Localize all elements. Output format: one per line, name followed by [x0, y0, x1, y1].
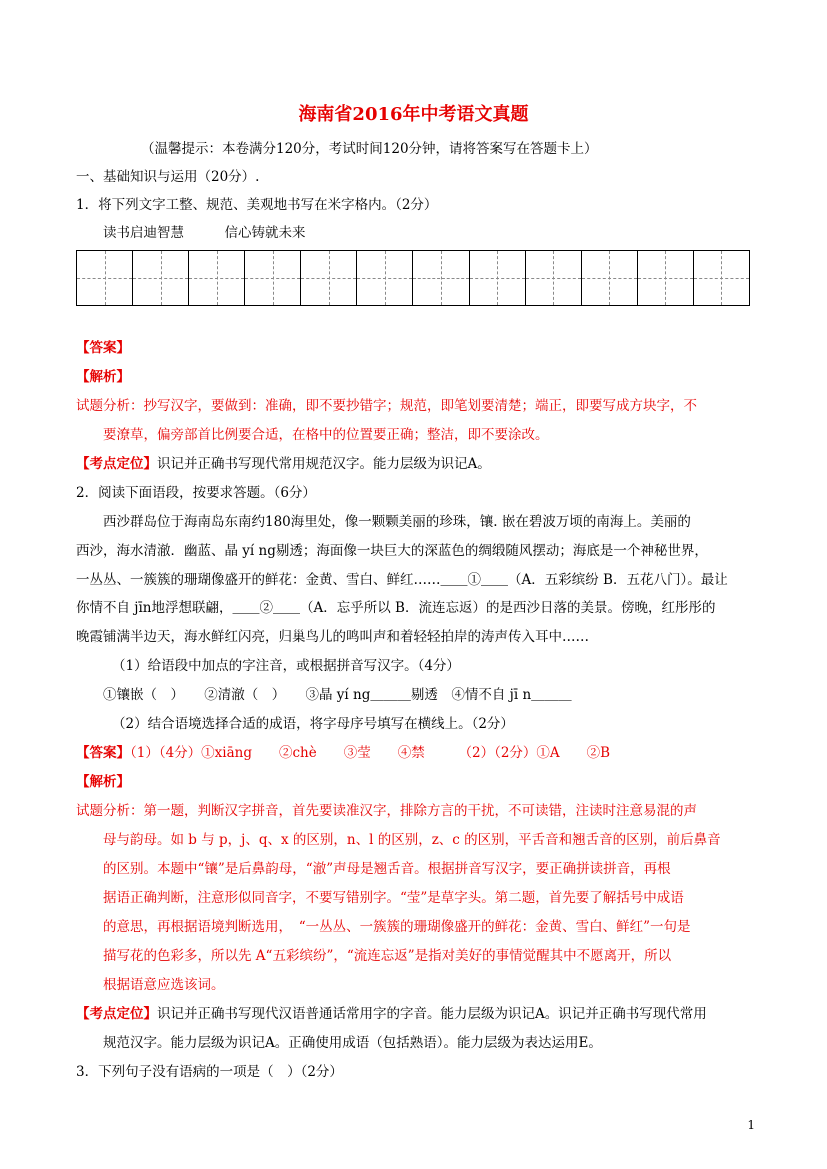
grid-cell[interactable] [245, 251, 301, 305]
writing-grid[interactable] [76, 250, 750, 306]
q1-analysis-line: 试题分析：抄写汉字，要做到：准确，即不要抄错字；规范，即笔划要清楚；端正，即要写成方块字，不 [76, 398, 697, 414]
passage-line: 一丛丛、一簇簇的珊瑚像盛开的鲜花：金黄、雪白、鲜红……＿＿①＿＿（A．五彩缤纷 B．五花八门）。最让 [76, 572, 728, 588]
q1-analysis-line: 要潦草，偏旁部首比例要合适，在格中的位置要正确；整洁，即不要涂改。 [103, 427, 549, 443]
q1-analysis-label: 【解析】 [76, 369, 130, 385]
q2-analysis-line: 据语正确判断，注意形似同音字，不要写错别字。“莹”是草字头。第二题，首先要了解括号中成语 [103, 890, 684, 906]
kaodian-text: 识记并正确书写现代常用规范汉字。能力层级为识记A。 [157, 456, 491, 472]
kaodian-label: 【考点定位】 [76, 1006, 157, 1022]
passage-line: 晚霞铺满半边天，海水鲜红闪亮，归巢鸟儿的鸣叫声和着轻轻拍岸的涛声传入耳中…… [76, 629, 589, 645]
grid-cell[interactable] [470, 251, 526, 305]
q2-kaodian [76, 1002, 707, 1022]
q1-stem: 1．将下列文字工整、规范、美观地书写在米字格内。（2分） [76, 197, 438, 213]
q2-analysis-line: 母与韵母。如 b 与 p，j、q、x 的区别，n、l 的区别，z、c 的区别，平舌音和翘舌音的区别，前后鼻音 [103, 832, 721, 848]
grid-cell[interactable] [694, 251, 749, 305]
passage-line: 西沙，海水清澈．幽蓝、晶 yí ng剔透；海面像一块巨大的深蓝色的绸缎随风摆动；海底是一个神秘世界， [76, 543, 708, 559]
grid-cell[interactable] [582, 251, 638, 305]
q2-answer [76, 741, 610, 761]
q2-sub1: （1）给语段中加点的字注音，或根据拼音写汉字。（4分） [112, 658, 460, 674]
answer-label: 【答案】 [76, 745, 130, 761]
grid-cell[interactable] [413, 251, 469, 305]
q2-sub2: （2）结合语境选择合适的成语，将字母序号填写在横线上。（2分） [112, 716, 514, 732]
q1-answer-label: 【答案】 [76, 340, 130, 356]
grid-cell[interactable] [357, 251, 413, 305]
grid-cell[interactable] [638, 251, 694, 305]
grid-cell[interactable] [189, 251, 245, 305]
q2-stem: 2．阅读下面语段，按要求答题。（6分） [76, 485, 316, 501]
q3-stem: 3．下列句子没有语病的一项是（ ）（2分） [76, 1064, 343, 1080]
section-heading: 一、基础知识与运用（20分）. [76, 169, 260, 185]
exam-hint: （温馨提示：本卷满分120分，考试时间120分钟，请将答案写在答题卡上） [141, 141, 598, 157]
grid-cell[interactable] [301, 251, 357, 305]
q2-analysis-line: 描写花的色彩多，所以先 A“五彩缤纷”，“流连忘返”是指对美好的事情觉醒其中不愿离开，所以 [103, 948, 672, 964]
grid-cell[interactable] [526, 251, 582, 305]
page-title: 海南省2016年中考语文真题 [298, 104, 529, 125]
q1-words: 读书启迪智慧 信心铸就未来 [103, 225, 306, 241]
grid-cell[interactable] [77, 251, 133, 305]
q2-kaodian-line: 规范汉字。能力层级为识记A。正确使用成语（包括熟语）。能力层级为表达运用E。 [103, 1035, 602, 1051]
answer-text: （1）（4分）①xiāng ②chè ③莹 ④禁 （2）（2分）①A ②B [130, 745, 611, 761]
passage-line: 你情不自 jīn地浮想联翩，＿＿②＿＿（A．忘乎所以 B．流连忘返）的是西沙日落的美景。傍晚，红彤彤的 [76, 600, 716, 616]
q1-kaodian [76, 452, 491, 472]
q2-sub1-items: ①镶嵌（ ） ②清澈（ ） ③晶 yí ng＿＿＿剔透 ④情不自 jī n＿＿＿ [103, 687, 572, 703]
grid-cell[interactable] [133, 251, 189, 305]
page-number: 1 [747, 1118, 755, 1132]
passage-line: 西沙群岛位于海南岛东南约180海里处，像一颗颗美丽的珍珠，镶. 嵌在碧波万顷的南海上。美丽的 [103, 514, 691, 530]
kaodian-label: 【考点定位】 [76, 456, 157, 472]
q2-analysis-line: 试题分析：第一题，判断汉字拼音，首先要读准汉字，排除方言的干扰，不可读错，注读时注意易混的声 [76, 803, 697, 819]
q2-analysis-line: 根据语意应选该词。 [103, 977, 225, 993]
kaodian-text: 识记并正确书写现代汉语普通话常用字的字音。能力层级为识记A。识记并正确书写现代常用 [157, 1006, 707, 1022]
q2-analysis-line: 的区别。本题中“镶”是后鼻韵母，“澈”声母是翘舌音。根据拼音写汉字，要正确拼读拼音，再根 [103, 861, 671, 877]
q2-analysis-label: 【解析】 [76, 774, 130, 790]
q2-analysis-line: 的意思，再根据语境判断选用， “一丛丛、一簇簇的珊瑚像盛开的鲜花：金黄、雪白、鲜红”一句是 [103, 919, 691, 935]
